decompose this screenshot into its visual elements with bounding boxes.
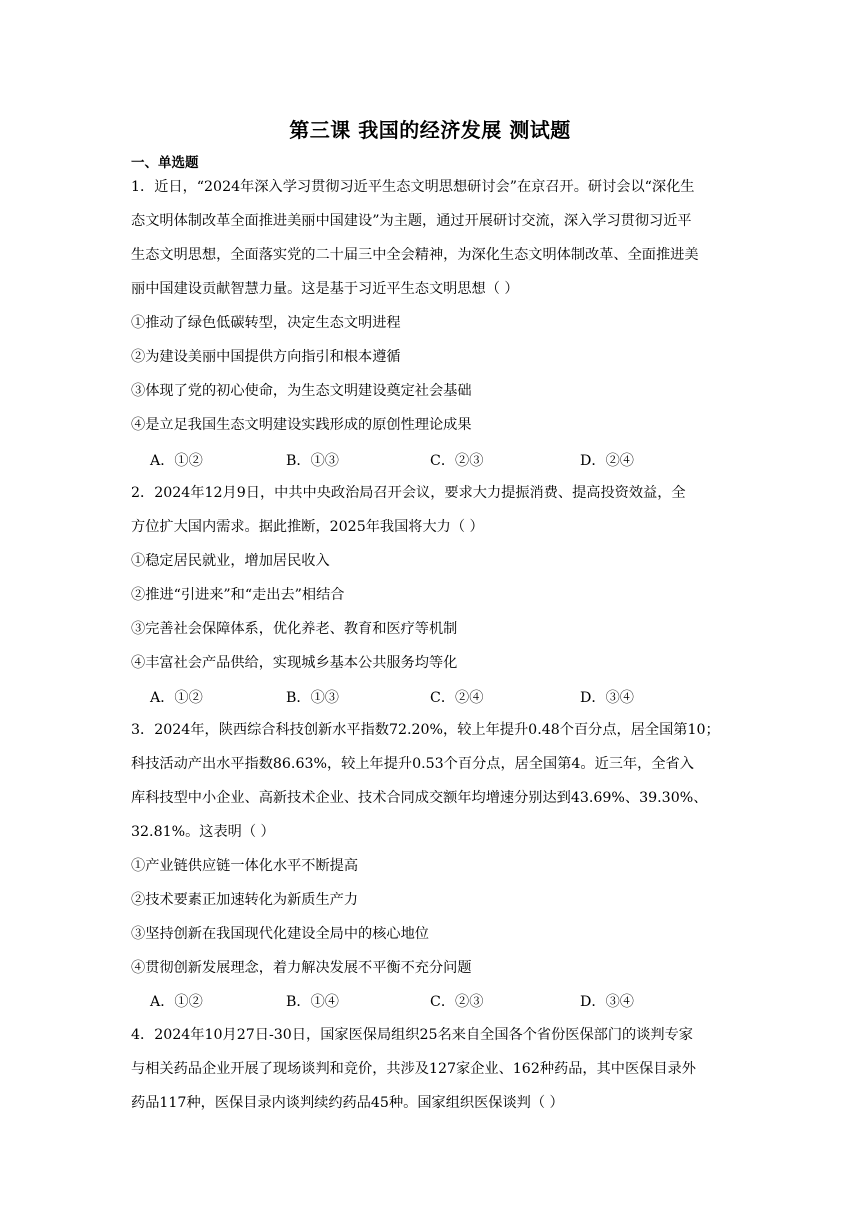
option-d: D．③④ [580, 690, 634, 706]
option-b: B．①③ [286, 690, 339, 706]
question-3-statement: ③坚持创新在我国现代化建设全局中的核心地位 [131, 926, 429, 942]
option-a: A．①② [150, 453, 203, 469]
option-b: B．①④ [286, 994, 339, 1010]
question-3-options [150, 991, 750, 1011]
question-2-line: 方位扩大国内需求。据此推断，2025年我国将大力（ ） [131, 519, 484, 535]
option-a: A．①② [150, 690, 203, 706]
question-1-line: 丽中国建设贡献智慧力量。这是基于习近平生态文明思想（ ） [131, 281, 519, 297]
question-1-options [150, 450, 750, 470]
question-3-line: 32.81%。这表明（ ） [131, 824, 275, 840]
question-4-line: 4．2024年10月27日-30日，国家医保局组织25名来自全国各个省份医保部门的谈判专家 [131, 1027, 693, 1043]
question-3-statement: ④贯彻创新发展理念，着力解决发展不平衡不充分问题 [131, 960, 472, 976]
question-3-line: 3．2024年，陕西综合科技创新水平指数72.20%，较上年提升0.48个百分点，居全国第10； [131, 722, 720, 738]
question-4-line: 药品117种，医保目录内谈判续约药品45种。国家组织医保谈判（ ） [131, 1095, 564, 1111]
question-1-line: 1．近日，“2024年深入学习贯彻习近平生态文明思想研讨会”在京召开。研讨会以“深化生 [131, 179, 695, 195]
option-b: B．①③ [286, 453, 339, 469]
question-4-line: 与相关药品企业开展了现场谈判和竞价，共涉及127家企业、162种药品，其中医保目录外 [131, 1061, 696, 1077]
question-2-statement: ④丰富社会产品供给，实现城乡基本公共服务均等化 [131, 655, 458, 671]
question-1-statement: ④是立足我国生态文明建设实践形成的原创性理论成果 [131, 417, 472, 433]
option-c: C．②③ [430, 994, 484, 1010]
question-3-line: 科技活动产出水平指数86.63%，较上年提升0.53个百分点，居全国第4。近三年，全省入 [131, 756, 694, 772]
question-1-line: 态文明体制改革全面推进美丽中国建设”为主题，通过开展研讨交流，深入学习贯彻习近平 [131, 213, 692, 229]
question-1-statement: ①推动了绿色低碳转型，决定生态文明进程 [131, 315, 401, 331]
section-heading: 一、单选题 [131, 155, 199, 171]
question-3-statement: ②技术要素正加速转化为新质生产力 [131, 892, 359, 908]
option-c: C．②③ [430, 453, 484, 469]
option-d: D．③④ [580, 994, 634, 1010]
question-2-statement: ③完善社会保障体系，优化养老、教育和医疗等机制 [131, 621, 458, 637]
question-3-line: 库科技型中小企业、高新技术企业、技术合同成交额年均增速分别达到43.69%、39.30%、 [131, 790, 708, 806]
option-c: C．②④ [430, 690, 484, 706]
option-d: D．②④ [580, 453, 634, 469]
question-1-statement: ②为建设美丽中国提供方向指引和根本遵循 [131, 349, 401, 365]
question-3-statement: ①产业链供应链一体化水平不断提高 [131, 858, 359, 874]
question-1-line: 生态文明思想，全面落实党的二十届三中全会精神，为深化生态文明体制改革、全面推进美 [131, 247, 699, 263]
option-a: A．①② [150, 994, 203, 1010]
question-2-options [150, 687, 750, 707]
question-1-statement: ③体现了党的初心使命，为生态文明建设奠定社会基础 [131, 383, 472, 399]
question-2-statement: ①稳定居民就业，增加居民收入 [131, 553, 330, 569]
question-2-statement: ②推进“引进来”和“走出去”相结合 [131, 587, 345, 603]
page-title: 第三课 我国的经济发展 测试题 [289, 118, 571, 142]
question-2-line: 2．2024年12月9日，中共中央政治局召开会议，要求大力提振消费、提高投资效益，全 [131, 485, 686, 501]
